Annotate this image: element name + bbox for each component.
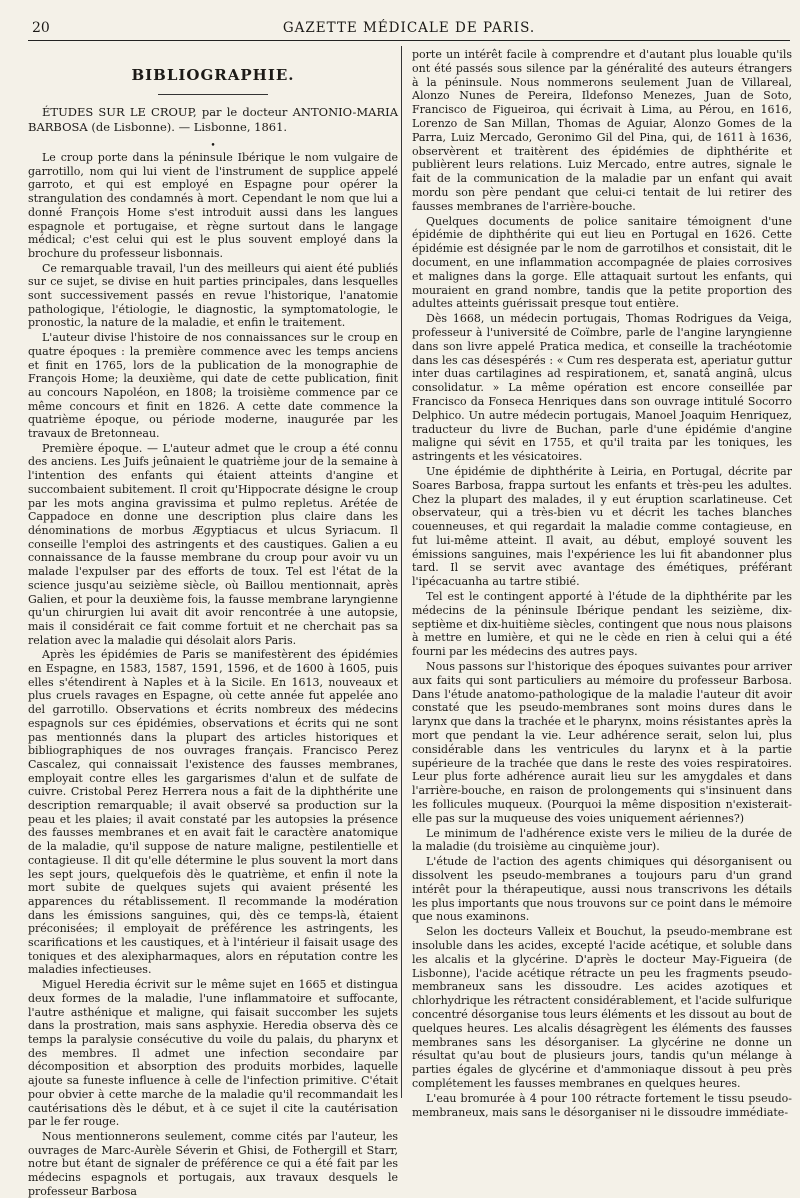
page-header — [28, 18, 790, 40]
paragraph: Une épidémie de diphthérite à Leiria, en Portugal, décrite par Soares Barbosa, frappa surtout les enfants et très-peu les adultes. Chez la plupart des malades, il y eut éruption scarlatineuse. Cet observateur, qui a très-bien vu et décrit les taches blanches couenneuses, et qui regardait la maladie comme contagieuse, en fut lui-même atteint. Il avait, au début, employé souvent les émissions sanguines, mais l'expérience les lui fit abandonner plus tard. Il se servit avec avantage des émétiques, préférant l'ipécacuanha au tartre stibié. — [412, 464, 792, 589]
paragraph: porte un intérêt facile à comprendre et d'autant plus louable qu'ils ont été passés sous silence par la généralité des auteurs étrangers à la péninsule. Nous nommerons seulement Juan de Villareal, Alonzo Nunes de Pereira, Ildefonso Menezes, Juan de Soto, Francisco de Figueiroa, qui écrivait à Lima, au Pérou, en 1616, Lorenzo de San Millan, Thomas de Aguiar, Alonzo Gomes de la Parra, Luiz Mercado, Geronimo Gil del Pina, qui, de 1611 à 1636, observèrent et traitèrent des épidémies de diphthérite et publièrent leurs relations. Luiz Mercado, entre autres, signale le fait de la communication de la maladie par un enfant qui avait mordu son père pendant que celui-ci tentait de lui retirer des fausses membranes de l'arrière-bouche. — [412, 48, 792, 213]
review-heading: ÉTUDES SUR LE CROUP, par le docteur ANTONIO-MARIA BARBOSA (de Lisbonne). — Lisbonne, 1861. — [28, 105, 398, 134]
section-title: BIBLIOGRAPHIE. — [131, 66, 295, 84]
paragraph: L'eau bromurée à 4 pour 100 rétracte fortement le tissu pseudo-membraneux, mais sans le désorganiser ni le dissoudre immédiate- — [412, 1091, 792, 1119]
paragraph: Miguel Heredia écrivit sur le même sujet en 1665 et distingua deux formes de la maladie, l'une inflammatoire et suffocante, l'autre asthénique et maligne, qui faisait succomber les sujets dans la prostration, mais sans asphyxie. Heredia observa dès ce temps la paralysie consécutive du voile du palais, du pharynx et des membres. Il admet une infection secondaire par décomposition et absorption des produits morbides, laquelle ajoute sa funeste influence à celle de l'infection primitive. C'était pour obvier à cette marche de la maladie qu'il recommandait les cautérisations dès le début, et à ce sujet il cite la cautérisation par le fer rouge. — [28, 978, 398, 1129]
paragraph: Après les épidémies de Paris se manifestèrent des épidémies en Espagne, en 1583, 1587, 1591, 1596, et de 1600 à 1605, puis elles s'étendirent à Naples et à la Sicile. En 1613, nouveaux et plus cruels ravages en Espagne, où cette année fut appelée ano del garrotillo. Observations et écrits nombreux des médecins espagnols sur ces épidémies, observations et écrits qui ne sont pas mentionnés dans la plupart des articles historiques et bibliographiques de nos ouvrages français. Francisco Perez Cascalez, qui connaissait l'existence des fausses membranes, employait contre elles les gargarismes d'alun et de sulfate de cuivre. Cristobal Perez Herrera nous a fait de la diphthérite une description remarquable; il avait observé sa production sur la peau et les plaies; il avait constaté par les autopsies la présence des fausses membranes et en avait fait le caractère anatomique de la maladie, qu'il suppose de nature maligne, pestilentielle et contagieuse. Il dit qu'elle détermine le plus souvent la mort dans les sept jours, quelquefois dès le quatrième, et enfin il note la mort subite de quelques sujets qui avaient présenté les apparences du rétablissement. Il recommande la modération dans les émissions sanguines, qui, dès ce temps-là, étaient préconisées; il employait de préférence les astringents, les scarifications et les caustiques, et à l'intérieur il faisait usage des toniques et des alexipharmaques, alors en réputation contre les maladies infectieuses. — [28, 648, 398, 977]
paragraph: Selon les docteurs Valleix et Bouchut, la pseudo-membrane est insoluble dans les acides, excepté l'acide acétique, et soluble dans les alcalis et la glycérine. D'après le docteur May-Figueira (de Lisbonne), l'acide acétique rétracte un peu les fragments pseudo-membraneux sans les dissoudre. Les acides azotiques et chlorhydrique les rétractent considérablement, et l'acide sulfurique concentré désorganise tous leurs éléments et les dissout au bout de quelques heures. Les alcalis désagrègent les éléments des fausses membranes sans les désorganiser. La glycérine ne donne un résultat qu'au bout de plusieurs jours, tandis qu'un mélange à parties égales de glycérine et d'ammoniaque dissout à peu près complétement les fausses membranes en quelques heures. — [412, 925, 792, 1090]
right-column — [412, 48, 792, 1119]
paragraph: L'auteur divise l'histoire de nos connaissances sur le croup en quatre époques : la première commence avec les temps anciens et finit en 1765, lors de la publication de la monographie de François Home; la deuxième, qui date de cette publication, finit au concours Napoléon, en 1808; la troisième commence par ce même concours et finit en 1826. A cette date commence la quatrième époque, ou période moderne, inaugurée par les travaux de Bretonneau. — [28, 331, 398, 441]
paragraph: L'étude de l'action des agents chimiques qui désorganisent ou dissolvent les pseudo-membranes a toujours paru d'un grand intérêt pour la thérapeutique, aussi nous transcrivons les détails les plus importants que nous trouvons sur ce point dans le mémoire que nous examinons. — [412, 855, 792, 924]
paragraph: Ce remarquable travail, l'un des meilleurs qui aient été publiés sur ce sujet, se divise en huit parties principales, dans lesquelles sont successivement passés en revue l'historique, l'anatomie pathologique, l'étiologie, le diagnostic, la symptomatologie, le pronostic, la nature de la maladie, et enfin le traitement. — [28, 261, 398, 330]
paragraph: Quelques documents de police sanitaire témoignent d'une épidémie de diphthérite qui eut lieu en Portugal en 1626. Cette épidémie est désignée par le nom de garrotilhos et consistait, dit le document, en une inflammation accompagnée de plaies corrosives et malignes dans la gorge. Elle attaquait surtout les enfants, qui mouraient en grand nombre, tandis que la petite proportion des adultes atteints guérissait presque tout entière. — [412, 214, 792, 311]
paragraph: Tel est le contingent apporté à l'étude de la diphthérite par les médecins de la péninsule Ibérique pendant les seizième, dix-septième et dix-huitième siècles, contingent que nous nous plaisons à mettre en lumière, et qui ne le cède en rien à celui qui a été fourni par les médecins des autres pays. — [412, 590, 792, 659]
paragraph: Dès 1668, un médecin portugais, Thomas Rodrigues da Veiga, professeur à l'université de Coïmbre, parle de l'angine laryngienne dans son livre appelé Pratica medica, et conseille la trachéotomie dans les cas désespérés : « Cum res desperata est, aperiatur guttur inter duas cartilagines ad respirationem, et, sanatâ anginâ, ulcus consolidatur. » La même opération est encore conseillée par Francisco da Fonseca Henriques dans son ouvrage intitulé Socorro Delphico. Un autre médecin portugais, Manoel Joaquim Henriquez, traducteur du livre de Buchan, parle d'une épidémie d'angine maligne qui sévit en 1755, et qu'il traita par les toniques, les astringents et les vésicatoires. — [412, 312, 792, 464]
paragraph: Première époque. — L'auteur admet que le croup a été connu des anciens. Les Juifs jeûnaient le quatrième jour de la semaine à l'intention des enfants qui étaient atteints d'angine et succombaient subitement. Il croit qu'Hippocrate désigne le croup par les mots angina gravissima et pulmo repletus. Arétée de Cappadoce en donne une description plus claire dans les dénominations de morbus Ægyptiacus et ulcus Syriacum. Il conseille l'emploi des astringents et des caustiques. Galien a eu connaissance de la fausse membrane du croup pour avoir vu un malade l'expulser par des efforts de toux. Tel est l'état de la science jusqu'au seizième siècle, où Baillou mentionnait, après Galien, et pour la deuxième fois, la fausse membrane laryngienne qu'un chirurgien lui avait dit avoir rencontrée à une autopsie, mais il considérait ce fait comme fortuit et ne cherchait pas sa relation avec la maladie qui désolait alors Paris. — [28, 441, 398, 647]
bullet-mark: • — [210, 141, 216, 151]
paragraph: Nous mentionnerons seulement, comme cités par l'auteur, les ouvrages de Marc-Aurèle Séverin et Ghisi, de Fothergill et Starr, notre but étant de signaler de préférence ce qui a été fait par les médecins espagnols et portugais, aux travaux desquels le professeur Barbosa — [28, 1129, 398, 1198]
title-rule — [158, 94, 268, 95]
page-number: 20 — [32, 20, 50, 36]
paragraph: Le croup porte dans la péninsule Ibérique le nom vulgaire de garrotillo, nom qui lui vient de l'instrument de supplice appelé garroto, et qui est employé en Espagne pour opérer la strangulation des condamnés à mort. Cependant le nom que lui a donné François Home s'est introduit aussi dans les langues espagnole et portugaise, et règne surtout dans le langage médical; c'est celui qui est le plus souvent employé dans la brochure du professeur lisbonnais. — [28, 151, 398, 260]
left-column — [28, 52, 398, 1198]
paragraph: Nous passons sur l'historique des époques suivantes pour arriver aux faits qui sont particuliers au mémoire du professeur Barbosa. Dans l'étude anatomo-pathologique de la maladie l'auteur dit avoir constaté que les pseudo-membranes sont moins dures dans le larynx que dans la trachée et le pharynx, moins résistantes après la mort que pendant la vie. Leur adhérence serait, selon lui, plus considérable dans les ventricules du larynx et à la partie supérieure de la trachée que dans le reste des voies respiratoires. Leur plus forte adhérence aurait lieu sur les amygdales et dans l'arrière-bouche, en raison de prolongements qui s'insinuent dans les follicules muqueux. (Pourquoi la même disposition n'existerait-elle pas sur la muqueuse des voies uniquement aériennes?) — [412, 660, 792, 825]
journal-title: GAZETTE MÉDICALE DE PARIS. — [282, 20, 536, 36]
column-divider — [401, 46, 402, 1098]
header-rule — [28, 40, 790, 41]
paragraph: Le minimum de l'adhérence existe vers le milieu de la durée de la maladie (du troisième au cinquième jour). — [412, 826, 792, 854]
